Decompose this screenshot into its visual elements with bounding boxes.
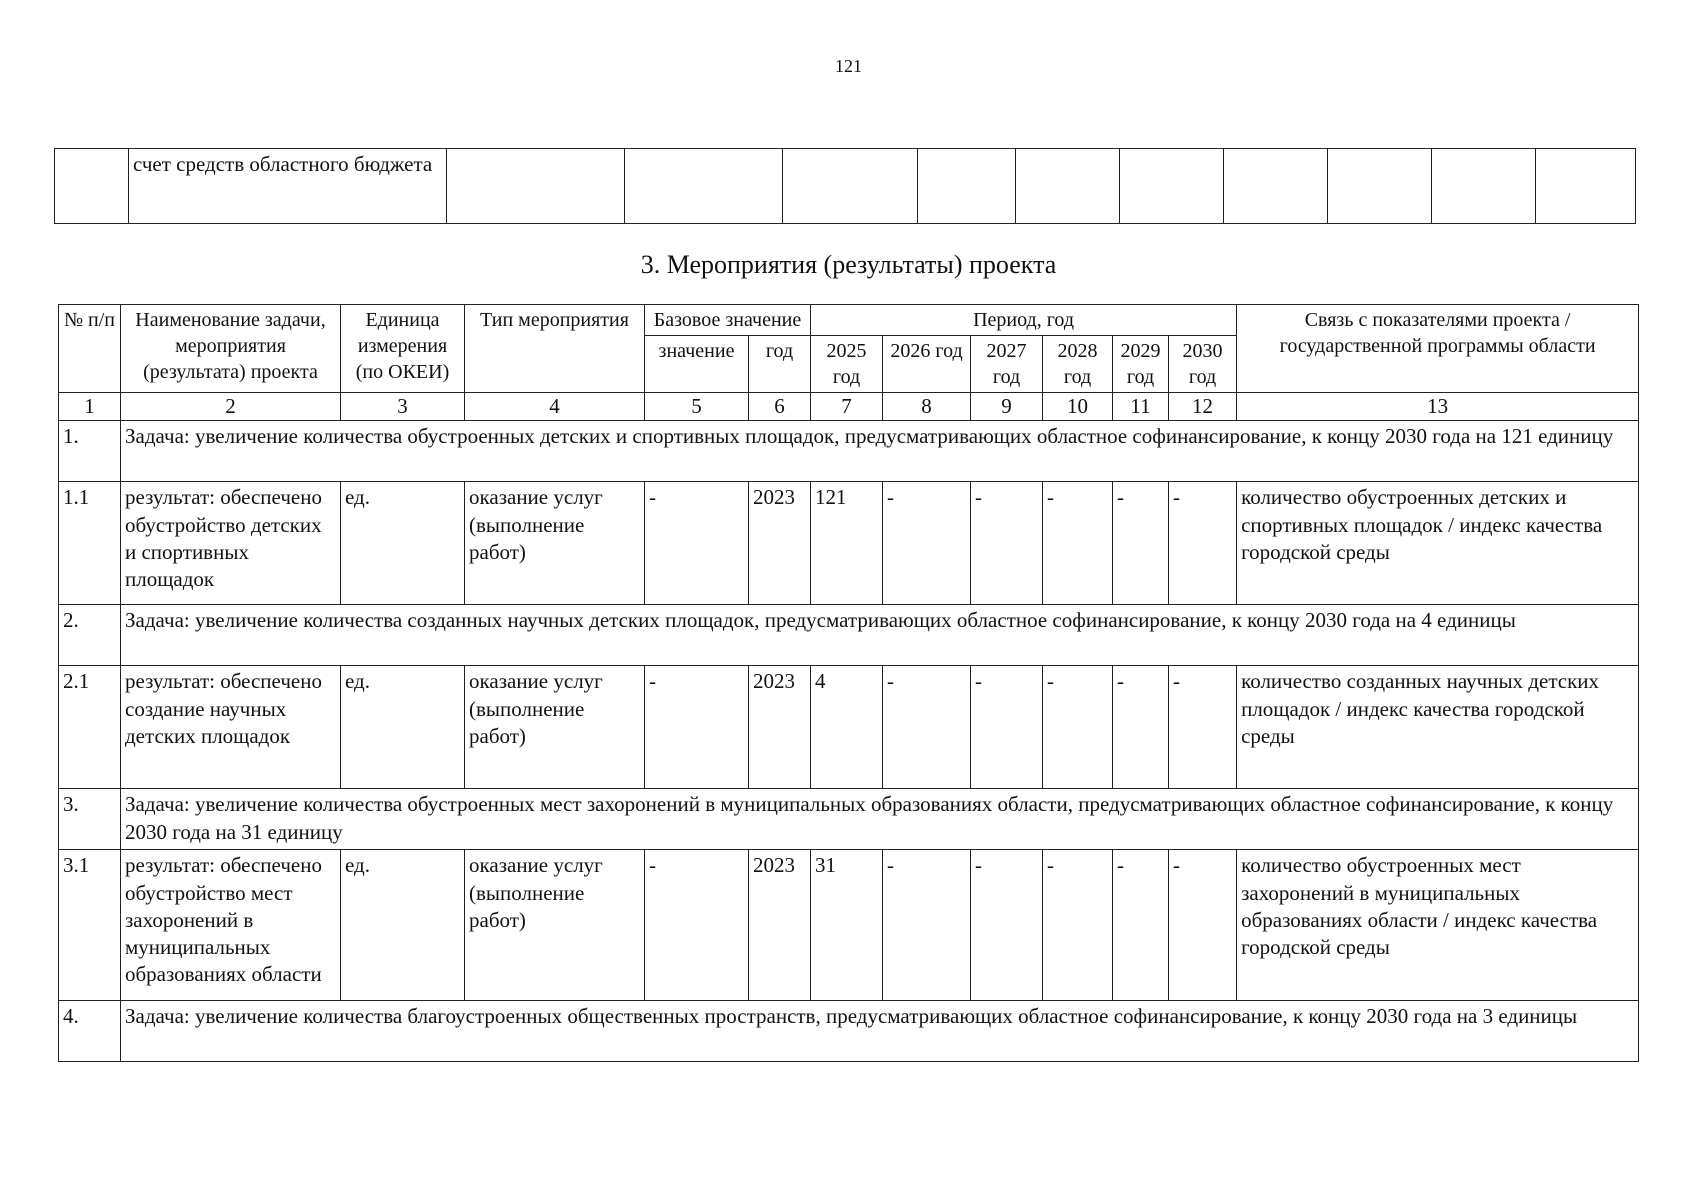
- table-cell: [1016, 149, 1120, 224]
- table-cell: [446, 149, 624, 224]
- result-type: оказание услуг (выполнение работ): [465, 482, 645, 605]
- task-num: 1.: [59, 421, 121, 482]
- result-unit: ед.: [341, 666, 465, 789]
- column-number-row: [59, 393, 1639, 421]
- column-number: 8: [883, 393, 971, 421]
- column-number: 7: [811, 393, 883, 421]
- header-row: [59, 305, 1639, 336]
- task-row: [59, 605, 1639, 666]
- section-title: 3. Мероприятия (результаты) проекта: [640, 250, 1057, 279]
- table-cell: [1224, 149, 1328, 224]
- table-cell: счет средств областного бюджета: [128, 149, 446, 224]
- table-cell: [1328, 149, 1432, 224]
- task-text: Задача: увеличение количества обустроенных мест захоронений в муниципальных образованиях области, предусматривающих областное софинансирование, к концу 2030 года на 31 единицу: [121, 789, 1639, 850]
- result-unit: ед.: [341, 850, 465, 1001]
- page-number: 121: [835, 56, 862, 76]
- table-cell: [1120, 149, 1224, 224]
- header-year: 2028 год: [1043, 336, 1113, 393]
- table-row: [55, 149, 1636, 224]
- table-cell: [782, 149, 918, 224]
- result-year-value: -: [883, 482, 971, 605]
- result-year-value: 4: [811, 666, 883, 789]
- column-number: 3: [341, 393, 465, 421]
- task-row: [59, 789, 1639, 850]
- header-link: Связь с показателями проекта / государственной программы области: [1237, 305, 1639, 393]
- column-number: 12: [1169, 393, 1237, 421]
- header-type: Тип мероприятия: [465, 305, 645, 393]
- result-year-value: -: [971, 850, 1043, 1001]
- result-base-year: 2023: [749, 666, 811, 789]
- column-number: 2: [121, 393, 341, 421]
- result-year-value: -: [1113, 482, 1169, 605]
- column-number: 11: [1113, 393, 1169, 421]
- task-num: 4.: [59, 1001, 121, 1062]
- column-number: 5: [645, 393, 749, 421]
- result-year-value: -: [883, 666, 971, 789]
- column-number: 1: [59, 393, 121, 421]
- result-link: количество обустроенных детских и спортивных площадок / индекс качества городской среды: [1237, 482, 1639, 605]
- header-base-year: год: [749, 336, 811, 393]
- table-cell: [1432, 149, 1536, 224]
- task-num: 2.: [59, 605, 121, 666]
- result-link: количество обустроенных мест захоронений в муниципальных образованиях области / индекс качества городской среды: [1237, 850, 1639, 1001]
- header-period: Период, год: [811, 305, 1237, 336]
- result-base-year: 2023: [749, 482, 811, 605]
- result-year-value: 31: [811, 850, 883, 1001]
- result-unit: ед.: [341, 482, 465, 605]
- continuation-table: [54, 148, 1636, 224]
- task-num: 3.: [59, 789, 121, 850]
- result-link: количество созданных научных детских площадок / индекс качества городской среды: [1237, 666, 1639, 789]
- result-year-value: -: [1113, 666, 1169, 789]
- result-name: результат: обеспечено обустройство детских и спортивных площадок: [121, 482, 341, 605]
- header-base-value: значение: [645, 336, 749, 393]
- result-row: [59, 666, 1639, 789]
- result-name: результат: обеспечено создание научных детских площадок: [121, 666, 341, 789]
- result-year-value: -: [1169, 482, 1237, 605]
- header-name: Наименование задачи, мероприятия (результата) проекта: [121, 305, 341, 393]
- result-year-value: -: [971, 482, 1043, 605]
- header-year: 2026 год: [883, 336, 971, 393]
- result-base-value: -: [645, 482, 749, 605]
- result-base-value: -: [645, 666, 749, 789]
- result-base-value: -: [645, 850, 749, 1001]
- result-type: оказание услуг (выполнение работ): [465, 666, 645, 789]
- result-row: [59, 850, 1639, 1001]
- result-num: 1.1: [59, 482, 121, 605]
- task-row: [59, 1001, 1639, 1062]
- result-num: 3.1: [59, 850, 121, 1001]
- header-num: № п/п: [59, 305, 121, 393]
- column-number: 10: [1043, 393, 1113, 421]
- column-number: 6: [749, 393, 811, 421]
- header-year: 2029 год: [1113, 336, 1169, 393]
- result-row: [59, 482, 1639, 605]
- result-year-value: -: [1043, 482, 1113, 605]
- result-year-value: 121: [811, 482, 883, 605]
- table-cell: [624, 149, 782, 224]
- header-year: 2025 год: [811, 336, 883, 393]
- project-activities-table: [58, 304, 1639, 1062]
- table-cell: [918, 149, 1016, 224]
- result-name: результат: обеспечено обустройство мест захоронений в муниципальных образованиях области: [121, 850, 341, 1001]
- table-cell: [55, 149, 129, 224]
- column-number: 9: [971, 393, 1043, 421]
- result-year-value: -: [1113, 850, 1169, 1001]
- result-year-value: -: [883, 850, 971, 1001]
- column-number: 4: [465, 393, 645, 421]
- header-base: Базовое значение: [645, 305, 811, 336]
- result-year-value: -: [1169, 850, 1237, 1001]
- result-year-value: -: [1043, 666, 1113, 789]
- result-type: оказание услуг (выполнение работ): [465, 850, 645, 1001]
- task-row: [59, 421, 1639, 482]
- task-text: Задача: увеличение количества обустроенных детских и спортивных площадок, предусматривающих областное софинансирование, к концу 2030 года на 121 единицу: [121, 421, 1639, 482]
- result-num: 2.1: [59, 666, 121, 789]
- table-cell: [1535, 149, 1635, 224]
- header-year: 2027 год: [971, 336, 1043, 393]
- result-year-value: -: [1043, 850, 1113, 1001]
- task-text: Задача: увеличение количества благоустроенных общественных пространств, предусматривающих областное софинансирование, к концу 2030 года на 3 единицы: [121, 1001, 1639, 1062]
- result-year-value: -: [1169, 666, 1237, 789]
- column-number: 13: [1237, 393, 1639, 421]
- task-text: Задача: увеличение количества созданных научных детских площадок, предусматривающих областное софинансирование, к концу 2030 года на 4 единицы: [121, 605, 1639, 666]
- header-year: 2030 год: [1169, 336, 1237, 393]
- result-year-value: -: [971, 666, 1043, 789]
- header-unit: Единица измерения (по ОКЕИ): [341, 305, 465, 393]
- result-base-year: 2023: [749, 850, 811, 1001]
